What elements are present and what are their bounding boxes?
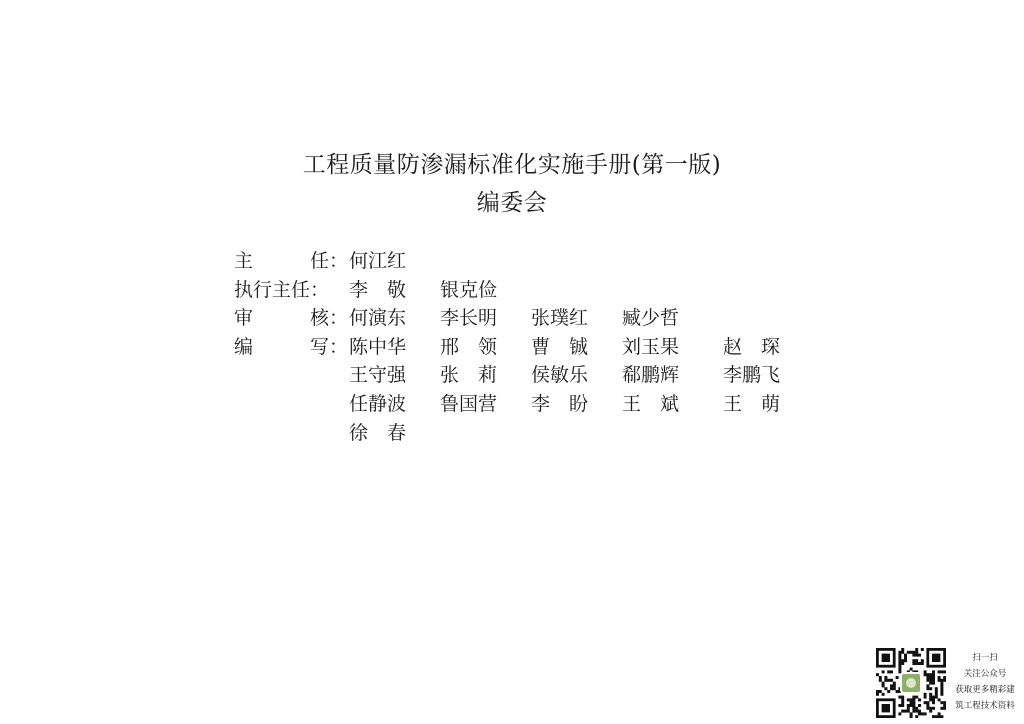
editor-name: 李 盼 [531,392,589,415]
editor-name: 曹 铖 [531,335,589,358]
qr-promo-line: 获取更多精彩建 [955,685,1015,695]
editor-name: 赵 琛 [723,335,781,358]
editor-name: 李鹏飞 [723,364,781,387]
editor-name: 刘玉果 [622,335,680,358]
editor-name: 王 萌 [723,392,781,415]
editor-name: 王 斌 [622,392,680,415]
executive-director-label: 执行主任： [234,278,330,301]
qr-promo-line: 关注公众号 [963,669,1007,679]
editors-label: 编 写： [234,335,349,358]
executive-director-name: 李 敬 [349,278,407,301]
editor-name: 侯敏乐 [531,364,589,387]
director-label: 主 任： [234,250,349,272]
director-name: 何江红 [349,250,407,272]
qr-promo-line: 筑工程技术资料 [955,701,1015,711]
editor-name: 任静波 [349,392,407,415]
editor-name: 邢 领 [440,335,498,358]
reviewers-label: 审 核： [234,307,349,330]
reviewer-name: 何演东 [349,307,407,330]
editor-name: 陈中华 [349,335,407,358]
reviewer-name: 臧少哲 [622,307,680,330]
qr-promo-line: 扫一扫 [972,653,998,663]
editor-name: 张 莉 [440,364,498,387]
editor-name: 徐 春 [349,421,407,444]
executive-director-name: 银克俭 [440,278,498,301]
reviewer-name: 李长明 [440,307,498,330]
qr-code-graphic [876,648,946,718]
qr-code-icon[interactable] [876,648,946,718]
reviewer-name: 张璞红 [531,307,589,330]
editor-name: 郗鹏辉 [622,364,680,387]
editor-name: 王守强 [349,364,407,387]
committee-heading: 编委会 [476,190,548,216]
editor-name: 鲁国营 [440,392,498,415]
qr-promo-text [946,650,1024,714]
document-title: 工程质量防渗漏标准化实施手册(第一版) [302,152,722,178]
